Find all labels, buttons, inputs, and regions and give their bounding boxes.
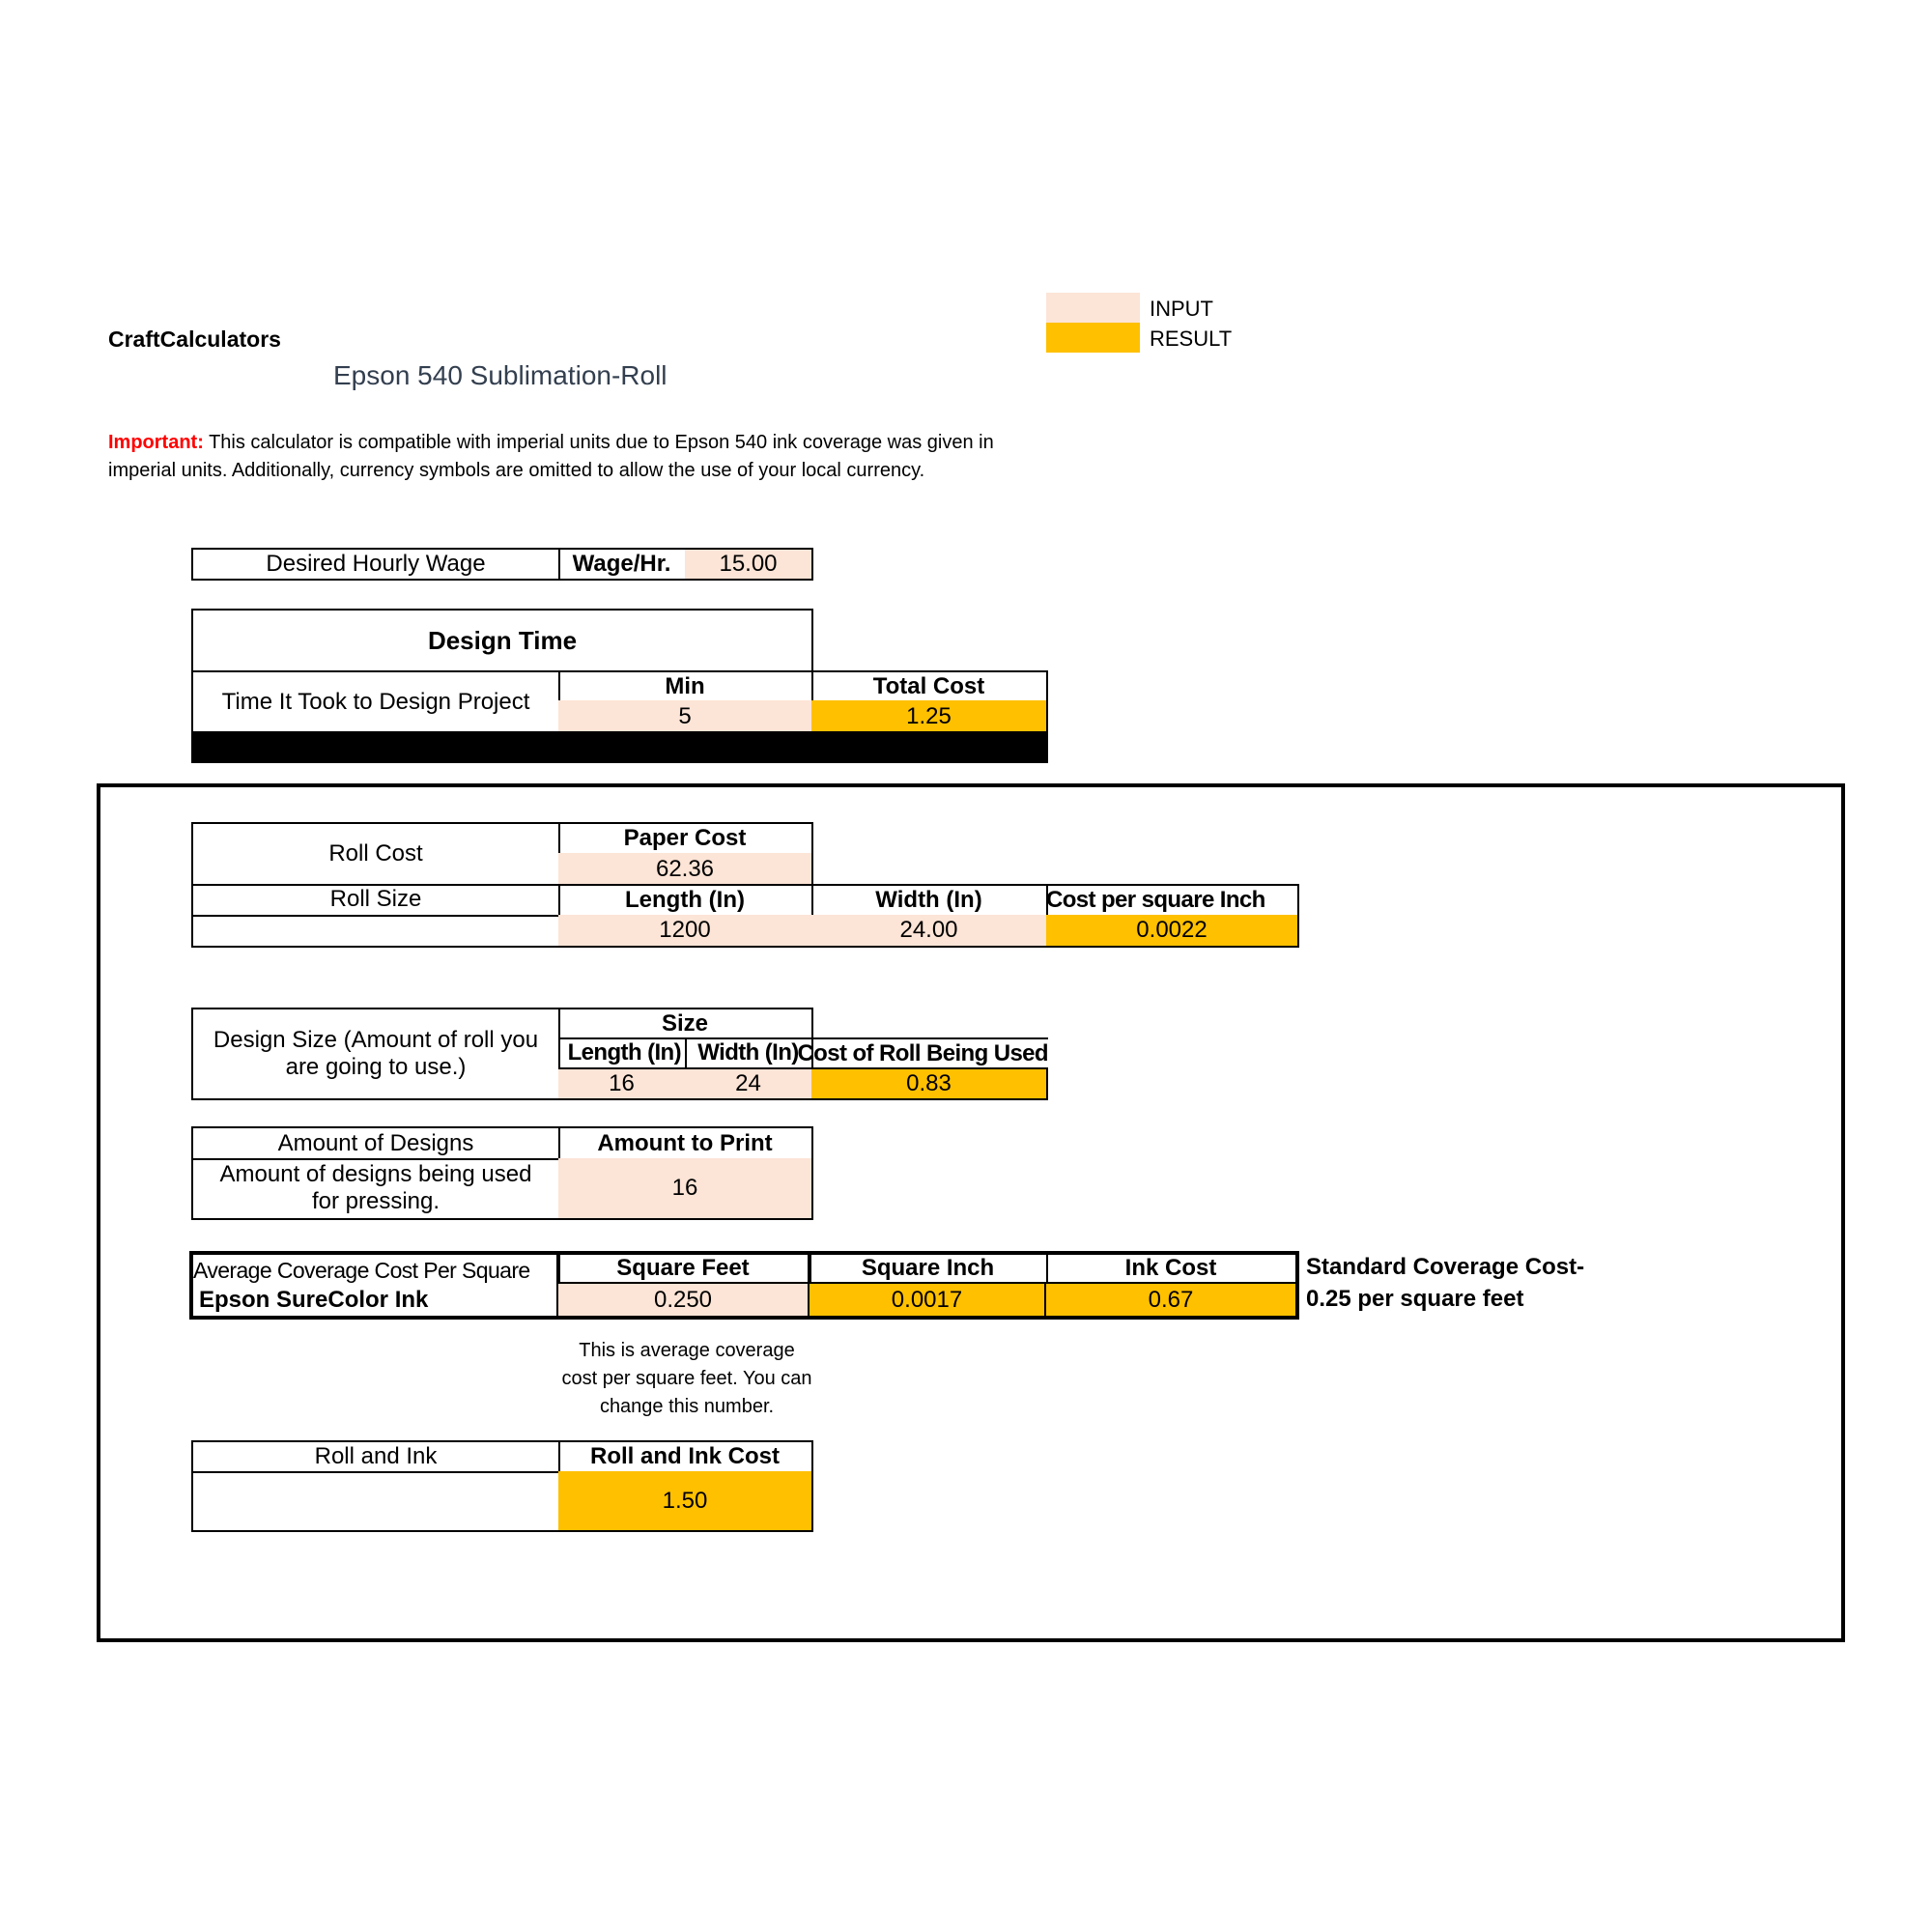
coverage-note: This is average coverage cost per square feet. You can change this number. (561, 1340, 812, 1417)
designs-label: Amount of Designs (191, 1126, 560, 1160)
design-width-input[interactable]: 24 (685, 1067, 813, 1100)
ink-coverage-label: Average Coverage Cost Per Square (189, 1251, 560, 1286)
design-length-input[interactable]: 16 (558, 1067, 687, 1100)
important-text: This calculator is compatible with imperial units due to Epson 540 ink coverage was given in imperial units. Additionally, currency symbols are omitted to allow the use of your local currency. (108, 432, 994, 481)
ink-sqft-input[interactable]: 0.250 (558, 1284, 811, 1320)
roll-ink-result: 1.50 (558, 1471, 813, 1532)
design-time-total-result: 1.25 (811, 700, 1048, 732)
roll-cost-label: Roll Cost (191, 822, 560, 886)
ink-row-label: Epson SureColor Ink (189, 1284, 560, 1320)
roll-cpsi-result: 0.0022 (1046, 915, 1299, 948)
roll-size-empty (191, 915, 560, 948)
ink-cost-result: 0.67 (1046, 1284, 1299, 1320)
design-cost-used-header: Cost of Roll Being Used (811, 1037, 1048, 1068)
legend-result-swatch (1046, 323, 1140, 353)
important-label: Important: (108, 432, 204, 453)
brand-label: CraftCalculators (108, 327, 281, 352)
design-size-header: Size (558, 1008, 813, 1039)
paper-cost-input[interactable]: 62.36 (558, 853, 813, 885)
wage-header: Wage/Hr. (558, 548, 687, 581)
legend-result-label: RESULT (1150, 327, 1233, 351)
standard-coverage-line2: 0.25 per square feet (1306, 1286, 1524, 1312)
ink-sqin-header: Square Inch (810, 1251, 1048, 1286)
ink-cost-header: Ink Cost (1046, 1251, 1299, 1286)
roll-length-input[interactable]: 1200 (558, 915, 813, 948)
design-time-bar (191, 731, 1048, 763)
designs-input[interactable]: 16 (558, 1158, 813, 1220)
roll-ink-header: Roll and Ink Cost (558, 1440, 813, 1473)
roll-length-header: Length (In) (558, 884, 813, 917)
design-length-header: Length (In) (558, 1037, 687, 1068)
roll-cpsi-header: Cost per square Inch (1046, 884, 1299, 917)
page-title: Epson 540 Sublimation-Roll (333, 360, 668, 390)
design-cost-used-result: 0.83 (811, 1067, 1048, 1100)
designs-header: Amount to Print (558, 1126, 813, 1160)
legend-input-label: INPUT (1150, 297, 1213, 321)
roll-ink-label: Roll and Ink (191, 1440, 560, 1473)
ink-sqft-header: Square Feet (558, 1251, 811, 1286)
design-time-label: Time It Took to Design Project (191, 670, 560, 732)
wage-input[interactable]: 15.00 (685, 548, 813, 581)
roll-width-input[interactable]: 24.00 (811, 915, 1048, 948)
standard-coverage-line1: Standard Coverage Cost- (1306, 1254, 1585, 1280)
roll-ink-empty (191, 1471, 560, 1532)
legend-input-swatch (1046, 293, 1140, 323)
design-size-label: Design Size (Amount of roll you are going to use.) (191, 1008, 560, 1100)
important-notice (108, 429, 1055, 485)
paper-cost-header: Paper Cost (558, 822, 813, 855)
roll-width-header: Width (In) (811, 884, 1048, 917)
design-width-header: Width (In) (685, 1037, 813, 1068)
design-time-min-input[interactable]: 5 (558, 700, 813, 732)
design-time-min-header: Min (558, 670, 813, 702)
wage-label: Desired Hourly Wage (191, 548, 560, 581)
roll-size-label: Roll Size (191, 884, 560, 917)
design-time-total-header: Total Cost (811, 670, 1048, 702)
designs-row-label: Amount of designs being used for pressing. (191, 1158, 560, 1220)
design-time-title: Design Time (191, 609, 813, 672)
ink-sqin-result: 0.0017 (810, 1284, 1048, 1320)
